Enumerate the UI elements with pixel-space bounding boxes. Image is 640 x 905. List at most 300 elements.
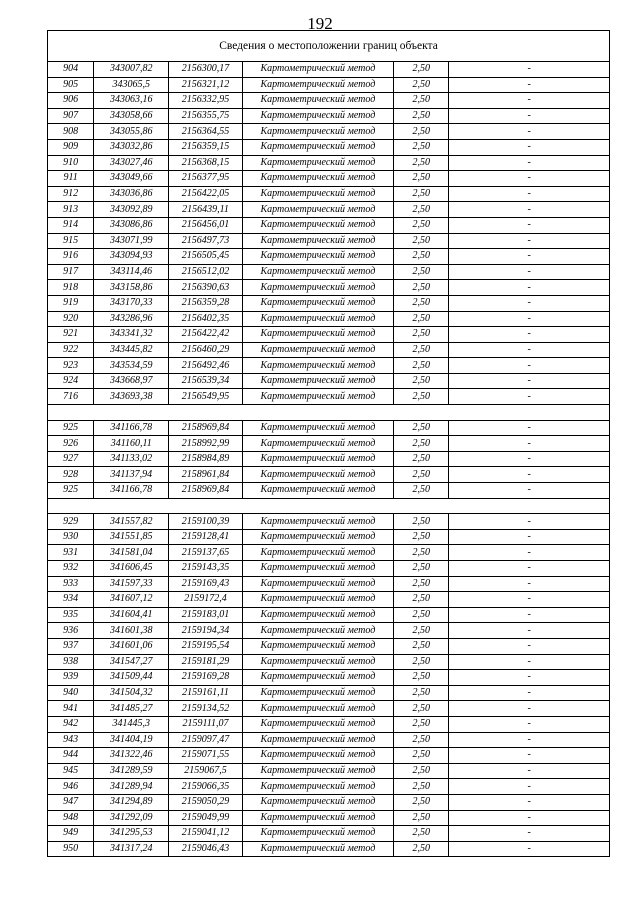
point-number-cell: 910	[48, 155, 94, 171]
accuracy-cell: 2,50	[394, 249, 449, 265]
point-number-cell: 917	[48, 264, 94, 280]
table-row	[48, 467, 610, 483]
method-cell: Картометрический метод	[242, 529, 394, 545]
accuracy-cell: 2,50	[394, 514, 449, 530]
page-number: 192	[307, 14, 333, 33]
accuracy-cell: 2,50	[394, 732, 449, 748]
point-number-cell: 928	[48, 467, 94, 483]
method-cell: Картометрический метод	[242, 545, 394, 561]
method-cell: Картометрический метод	[242, 124, 394, 140]
accuracy-cell: 2,50	[394, 186, 449, 202]
accuracy-cell: 2,50	[394, 327, 449, 343]
description-cell: -	[449, 794, 610, 810]
table-row	[48, 124, 610, 140]
description-cell: -	[449, 373, 610, 389]
accuracy-cell: 2,50	[394, 77, 449, 93]
y-coordinate-cell: 2159050,29	[169, 794, 242, 810]
x-coordinate-cell: 341133,02	[94, 451, 169, 467]
x-coordinate-cell: 343341,32	[94, 327, 169, 343]
accuracy-cell: 2,50	[394, 358, 449, 374]
description-cell: -	[449, 841, 610, 857]
x-coordinate-cell: 341601,06	[94, 638, 169, 654]
description-cell: -	[449, 342, 610, 358]
method-cell: Картометрический метод	[242, 670, 394, 686]
method-cell: Картометрический метод	[242, 186, 394, 202]
y-coordinate-cell: 2156377,95	[169, 171, 242, 187]
y-coordinate-cell: 2159071,55	[169, 748, 242, 764]
accuracy-cell: 2,50	[394, 171, 449, 187]
table-row	[48, 186, 610, 202]
method-cell: Картометрический метод	[242, 451, 394, 467]
table-row	[48, 139, 610, 155]
description-cell: -	[449, 186, 610, 202]
description-cell: -	[449, 217, 610, 233]
description-cell: -	[449, 233, 610, 249]
point-number-cell: 944	[48, 748, 94, 764]
y-coordinate-cell: 2159111,07	[169, 716, 242, 732]
y-coordinate-cell: 2159128,41	[169, 529, 242, 545]
x-coordinate-cell: 343158,86	[94, 280, 169, 296]
x-coordinate-cell: 343055,86	[94, 124, 169, 140]
description-cell: -	[449, 451, 610, 467]
method-cell: Картометрический метод	[242, 233, 394, 249]
description-cell: -	[449, 264, 610, 280]
description-cell: -	[449, 732, 610, 748]
method-cell: Картометрический метод	[242, 576, 394, 592]
accuracy-cell: 2,50	[394, 108, 449, 124]
description-cell: -	[449, 748, 610, 764]
description-cell: -	[449, 623, 610, 639]
point-number-cell: 932	[48, 561, 94, 577]
method-cell: Картометрический метод	[242, 420, 394, 436]
x-coordinate-cell: 343027,46	[94, 155, 169, 171]
method-cell: Картометрический метод	[242, 77, 394, 93]
method-cell: Картометрический метод	[242, 732, 394, 748]
method-cell: Картометрический метод	[242, 62, 394, 78]
accuracy-cell: 2,50	[394, 217, 449, 233]
y-coordinate-cell: 2159097,47	[169, 732, 242, 748]
point-number-cell: 934	[48, 592, 94, 608]
description-cell: -	[449, 576, 610, 592]
accuracy-cell: 2,50	[394, 748, 449, 764]
x-coordinate-cell: 341166,78	[94, 483, 169, 499]
point-number-cell: 925	[48, 420, 94, 436]
description-cell: -	[449, 420, 610, 436]
x-coordinate-cell: 343007,82	[94, 62, 169, 78]
y-coordinate-cell: 2156505,45	[169, 249, 242, 265]
accuracy-cell: 2,50	[394, 623, 449, 639]
point-number-cell: 943	[48, 732, 94, 748]
point-number-cell: 916	[48, 249, 94, 265]
section-separator-row	[48, 405, 610, 421]
x-coordinate-cell: 341322,46	[94, 748, 169, 764]
table-row	[48, 108, 610, 124]
table-row	[48, 327, 610, 343]
method-cell: Картометрический метод	[242, 327, 394, 343]
accuracy-cell: 2,50	[394, 794, 449, 810]
y-coordinate-cell: 2159137,65	[169, 545, 242, 561]
x-coordinate-cell: 343058,66	[94, 108, 169, 124]
point-number-cell: 904	[48, 62, 94, 78]
table-row	[48, 233, 610, 249]
point-number-cell: 949	[48, 826, 94, 842]
table-row	[48, 514, 610, 530]
x-coordinate-cell: 341289,59	[94, 763, 169, 779]
y-coordinate-cell: 2159067,5	[169, 763, 242, 779]
accuracy-cell: 2,50	[394, 389, 449, 405]
y-coordinate-cell: 2156364,55	[169, 124, 242, 140]
x-coordinate-cell: 341404,19	[94, 732, 169, 748]
point-number-cell: 939	[48, 670, 94, 686]
method-cell: Картометрический метод	[242, 638, 394, 654]
table-row	[48, 607, 610, 623]
table-row	[48, 483, 610, 499]
point-number-cell: 905	[48, 77, 94, 93]
accuracy-cell: 2,50	[394, 467, 449, 483]
y-coordinate-cell: 2158969,84	[169, 420, 242, 436]
y-coordinate-cell: 2159194,34	[169, 623, 242, 639]
point-number-cell: 906	[48, 93, 94, 109]
x-coordinate-cell: 341509,44	[94, 670, 169, 686]
method-cell: Картометрический метод	[242, 794, 394, 810]
table-row	[48, 420, 610, 436]
description-cell: -	[449, 607, 610, 623]
y-coordinate-cell: 2159169,28	[169, 670, 242, 686]
x-coordinate-cell: 341289,94	[94, 779, 169, 795]
table-row	[48, 623, 610, 639]
accuracy-cell: 2,50	[394, 311, 449, 327]
table-row	[48, 358, 610, 374]
y-coordinate-cell: 2158961,84	[169, 467, 242, 483]
table-row	[48, 701, 610, 717]
point-number-cell: 919	[48, 295, 94, 311]
description-cell: -	[449, 701, 610, 717]
description-cell: -	[449, 670, 610, 686]
description-cell: -	[449, 202, 610, 218]
table-row	[48, 171, 610, 187]
point-number-cell: 914	[48, 217, 94, 233]
x-coordinate-cell: 341601,38	[94, 623, 169, 639]
point-number-cell: 915	[48, 233, 94, 249]
description-cell: -	[449, 77, 610, 93]
y-coordinate-cell: 2159172,4	[169, 592, 242, 608]
point-number-cell: 950	[48, 841, 94, 857]
description-cell: -	[449, 483, 610, 499]
accuracy-cell: 2,50	[394, 716, 449, 732]
y-coordinate-cell: 2159046,43	[169, 841, 242, 857]
point-number-cell: 925	[48, 483, 94, 499]
point-number-cell: 927	[48, 451, 94, 467]
description-cell: -	[449, 124, 610, 140]
point-number-cell: 946	[48, 779, 94, 795]
method-cell: Картометрический метод	[242, 280, 394, 296]
description-cell: -	[449, 529, 610, 545]
accuracy-cell: 2,50	[394, 420, 449, 436]
y-coordinate-cell: 2156539,34	[169, 373, 242, 389]
y-coordinate-cell: 2159049,99	[169, 810, 242, 826]
x-coordinate-cell: 341485,27	[94, 701, 169, 717]
point-number-cell: 926	[48, 436, 94, 452]
boundary-coordinates-table	[47, 30, 610, 857]
accuracy-cell: 2,50	[394, 576, 449, 592]
y-coordinate-cell: 2156460,29	[169, 342, 242, 358]
point-number-cell: 935	[48, 607, 94, 623]
method-cell: Картометрический метод	[242, 467, 394, 483]
y-coordinate-cell: 2159041,12	[169, 826, 242, 842]
accuracy-cell: 2,50	[394, 93, 449, 109]
empty-cell	[48, 498, 610, 514]
x-coordinate-cell: 341317,24	[94, 841, 169, 857]
method-cell: Картометрический метод	[242, 217, 394, 233]
accuracy-cell: 2,50	[394, 342, 449, 358]
y-coordinate-cell: 2158984,89	[169, 451, 242, 467]
accuracy-cell: 2,50	[394, 592, 449, 608]
accuracy-cell: 2,50	[394, 685, 449, 701]
description-cell: -	[449, 139, 610, 155]
point-number-cell: 942	[48, 716, 94, 732]
x-coordinate-cell: 341607,12	[94, 592, 169, 608]
accuracy-cell: 2,50	[394, 810, 449, 826]
method-cell: Картометрический метод	[242, 748, 394, 764]
table-row	[48, 217, 610, 233]
x-coordinate-cell: 343094,93	[94, 249, 169, 265]
method-cell: Картометрический метод	[242, 701, 394, 717]
x-coordinate-cell: 341166,78	[94, 420, 169, 436]
table-row	[48, 794, 610, 810]
x-coordinate-cell: 343065,5	[94, 77, 169, 93]
accuracy-cell: 2,50	[394, 155, 449, 171]
description-cell: -	[449, 108, 610, 124]
method-cell: Картометрический метод	[242, 139, 394, 155]
y-coordinate-cell: 2159161,11	[169, 685, 242, 701]
point-number-cell: 913	[48, 202, 94, 218]
accuracy-cell: 2,50	[394, 561, 449, 577]
method-cell: Картометрический метод	[242, 654, 394, 670]
accuracy-cell: 2,50	[394, 264, 449, 280]
table-row	[48, 436, 610, 452]
x-coordinate-cell: 343049,66	[94, 171, 169, 187]
point-number-cell: 912	[48, 186, 94, 202]
x-coordinate-cell: 343286,96	[94, 311, 169, 327]
x-coordinate-cell: 343170,33	[94, 295, 169, 311]
accuracy-cell: 2,50	[394, 826, 449, 842]
description-cell: -	[449, 592, 610, 608]
accuracy-cell: 2,50	[394, 701, 449, 717]
y-coordinate-cell: 2156321,12	[169, 77, 242, 93]
accuracy-cell: 2,50	[394, 139, 449, 155]
method-cell: Картометрический метод	[242, 171, 394, 187]
description-cell: -	[449, 685, 610, 701]
table-row	[48, 826, 610, 842]
accuracy-cell: 2,50	[394, 373, 449, 389]
table-row	[48, 311, 610, 327]
method-cell: Картометрический метод	[242, 358, 394, 374]
x-coordinate-cell: 341547,27	[94, 654, 169, 670]
table-row	[48, 561, 610, 577]
method-cell: Картометрический метод	[242, 436, 394, 452]
y-coordinate-cell: 2156355,75	[169, 108, 242, 124]
point-number-cell: 948	[48, 810, 94, 826]
table-row	[48, 342, 610, 358]
y-coordinate-cell: 2156497,73	[169, 233, 242, 249]
table-row	[48, 93, 610, 109]
y-coordinate-cell: 2156368,15	[169, 155, 242, 171]
accuracy-cell: 2,50	[394, 124, 449, 140]
table-row	[48, 748, 610, 764]
description-cell: -	[449, 467, 610, 483]
x-coordinate-cell: 343071,99	[94, 233, 169, 249]
accuracy-cell: 2,50	[394, 483, 449, 499]
method-cell: Картометрический метод	[242, 108, 394, 124]
method-cell: Картометрический метод	[242, 93, 394, 109]
description-cell: -	[449, 389, 610, 405]
x-coordinate-cell: 341160,11	[94, 436, 169, 452]
table-row	[48, 62, 610, 78]
description-cell: -	[449, 638, 610, 654]
point-number-cell: 922	[48, 342, 94, 358]
accuracy-cell: 2,50	[394, 436, 449, 452]
accuracy-cell: 2,50	[394, 638, 449, 654]
y-coordinate-cell: 2156422,05	[169, 186, 242, 202]
y-coordinate-cell: 2158992,99	[169, 436, 242, 452]
y-coordinate-cell: 2159143,35	[169, 561, 242, 577]
table-row	[48, 373, 610, 389]
method-cell: Картометрический метод	[242, 841, 394, 857]
method-cell: Картометрический метод	[242, 763, 394, 779]
empty-cell	[48, 405, 610, 421]
x-coordinate-cell: 343668,97	[94, 373, 169, 389]
description-cell: -	[449, 716, 610, 732]
table-row	[48, 576, 610, 592]
x-coordinate-cell: 341294,89	[94, 794, 169, 810]
table-row	[48, 280, 610, 296]
accuracy-cell: 2,50	[394, 295, 449, 311]
y-coordinate-cell: 2156512,02	[169, 264, 242, 280]
description-cell: -	[449, 311, 610, 327]
y-coordinate-cell: 2156402,35	[169, 311, 242, 327]
point-number-cell: 931	[48, 545, 94, 561]
accuracy-cell: 2,50	[394, 202, 449, 218]
table-row	[48, 295, 610, 311]
description-cell: -	[449, 62, 610, 78]
table-row	[48, 779, 610, 795]
method-cell: Картометрический метод	[242, 373, 394, 389]
accuracy-cell: 2,50	[394, 779, 449, 795]
y-coordinate-cell: 2158969,84	[169, 483, 242, 499]
method-cell: Картометрический метод	[242, 514, 394, 530]
table-row	[48, 841, 610, 857]
accuracy-cell: 2,50	[394, 62, 449, 78]
x-coordinate-cell: 341445,3	[94, 716, 169, 732]
y-coordinate-cell: 2156332,95	[169, 93, 242, 109]
description-cell: -	[449, 171, 610, 187]
y-coordinate-cell: 2159181,29	[169, 654, 242, 670]
x-coordinate-cell: 341551,85	[94, 529, 169, 545]
accuracy-cell: 2,50	[394, 545, 449, 561]
accuracy-cell: 2,50	[394, 841, 449, 857]
x-coordinate-cell: 341604,41	[94, 607, 169, 623]
y-coordinate-cell: 2156300,17	[169, 62, 242, 78]
method-cell: Картометрический метод	[242, 155, 394, 171]
x-coordinate-cell: 341504,32	[94, 685, 169, 701]
x-coordinate-cell: 341295,53	[94, 826, 169, 842]
accuracy-cell: 2,50	[394, 451, 449, 467]
x-coordinate-cell: 343036,86	[94, 186, 169, 202]
x-coordinate-cell: 343445,82	[94, 342, 169, 358]
x-coordinate-cell: 343534,59	[94, 358, 169, 374]
table-row	[48, 77, 610, 93]
point-number-cell: 940	[48, 685, 94, 701]
y-coordinate-cell: 2156359,28	[169, 295, 242, 311]
description-cell: -	[449, 436, 610, 452]
table-row	[48, 810, 610, 826]
method-cell: Картометрический метод	[242, 592, 394, 608]
table-row	[48, 249, 610, 265]
table-row	[48, 451, 610, 467]
description-cell: -	[449, 810, 610, 826]
accuracy-cell: 2,50	[394, 233, 449, 249]
table-row	[48, 389, 610, 405]
point-number-cell: 908	[48, 124, 94, 140]
section-separator-row	[48, 498, 610, 514]
description-cell: -	[449, 545, 610, 561]
description-cell: -	[449, 280, 610, 296]
y-coordinate-cell: 2159066,35	[169, 779, 242, 795]
table-row	[48, 592, 610, 608]
accuracy-cell: 2,50	[394, 607, 449, 623]
description-cell: -	[449, 654, 610, 670]
description-cell: -	[449, 295, 610, 311]
point-number-cell: 947	[48, 794, 94, 810]
method-cell: Картометрический метод	[242, 561, 394, 577]
y-coordinate-cell: 2159169,43	[169, 576, 242, 592]
point-number-cell: 907	[48, 108, 94, 124]
y-coordinate-cell: 2156456,01	[169, 217, 242, 233]
x-coordinate-cell: 341606,45	[94, 561, 169, 577]
method-cell: Картометрический метод	[242, 295, 394, 311]
x-coordinate-cell: 343693,38	[94, 389, 169, 405]
point-number-cell: 923	[48, 358, 94, 374]
point-number-cell: 937	[48, 638, 94, 654]
table-row	[48, 670, 610, 686]
table-row	[48, 638, 610, 654]
method-cell: Картометрический метод	[242, 623, 394, 639]
accuracy-cell: 2,50	[394, 670, 449, 686]
x-coordinate-cell: 343063,16	[94, 93, 169, 109]
table-title: Сведения о местоположении границ объекта	[48, 31, 610, 62]
description-cell: -	[449, 826, 610, 842]
x-coordinate-cell: 341557,82	[94, 514, 169, 530]
method-cell: Картометрический метод	[242, 342, 394, 358]
x-coordinate-cell: 341137,94	[94, 467, 169, 483]
description-cell: -	[449, 514, 610, 530]
method-cell: Картометрический метод	[242, 311, 394, 327]
description-cell: -	[449, 327, 610, 343]
description-cell: -	[449, 93, 610, 109]
description-cell: -	[449, 763, 610, 779]
method-cell: Картометрический метод	[242, 607, 394, 623]
y-coordinate-cell: 2156390,63	[169, 280, 242, 296]
point-number-cell: 911	[48, 171, 94, 187]
description-cell: -	[449, 779, 610, 795]
method-cell: Картометрический метод	[242, 826, 394, 842]
point-number-cell: 933	[48, 576, 94, 592]
y-coordinate-cell: 2159183,01	[169, 607, 242, 623]
method-cell: Картометрический метод	[242, 779, 394, 795]
x-coordinate-cell: 341292,09	[94, 810, 169, 826]
method-cell: Картометрический метод	[242, 810, 394, 826]
description-cell: -	[449, 358, 610, 374]
